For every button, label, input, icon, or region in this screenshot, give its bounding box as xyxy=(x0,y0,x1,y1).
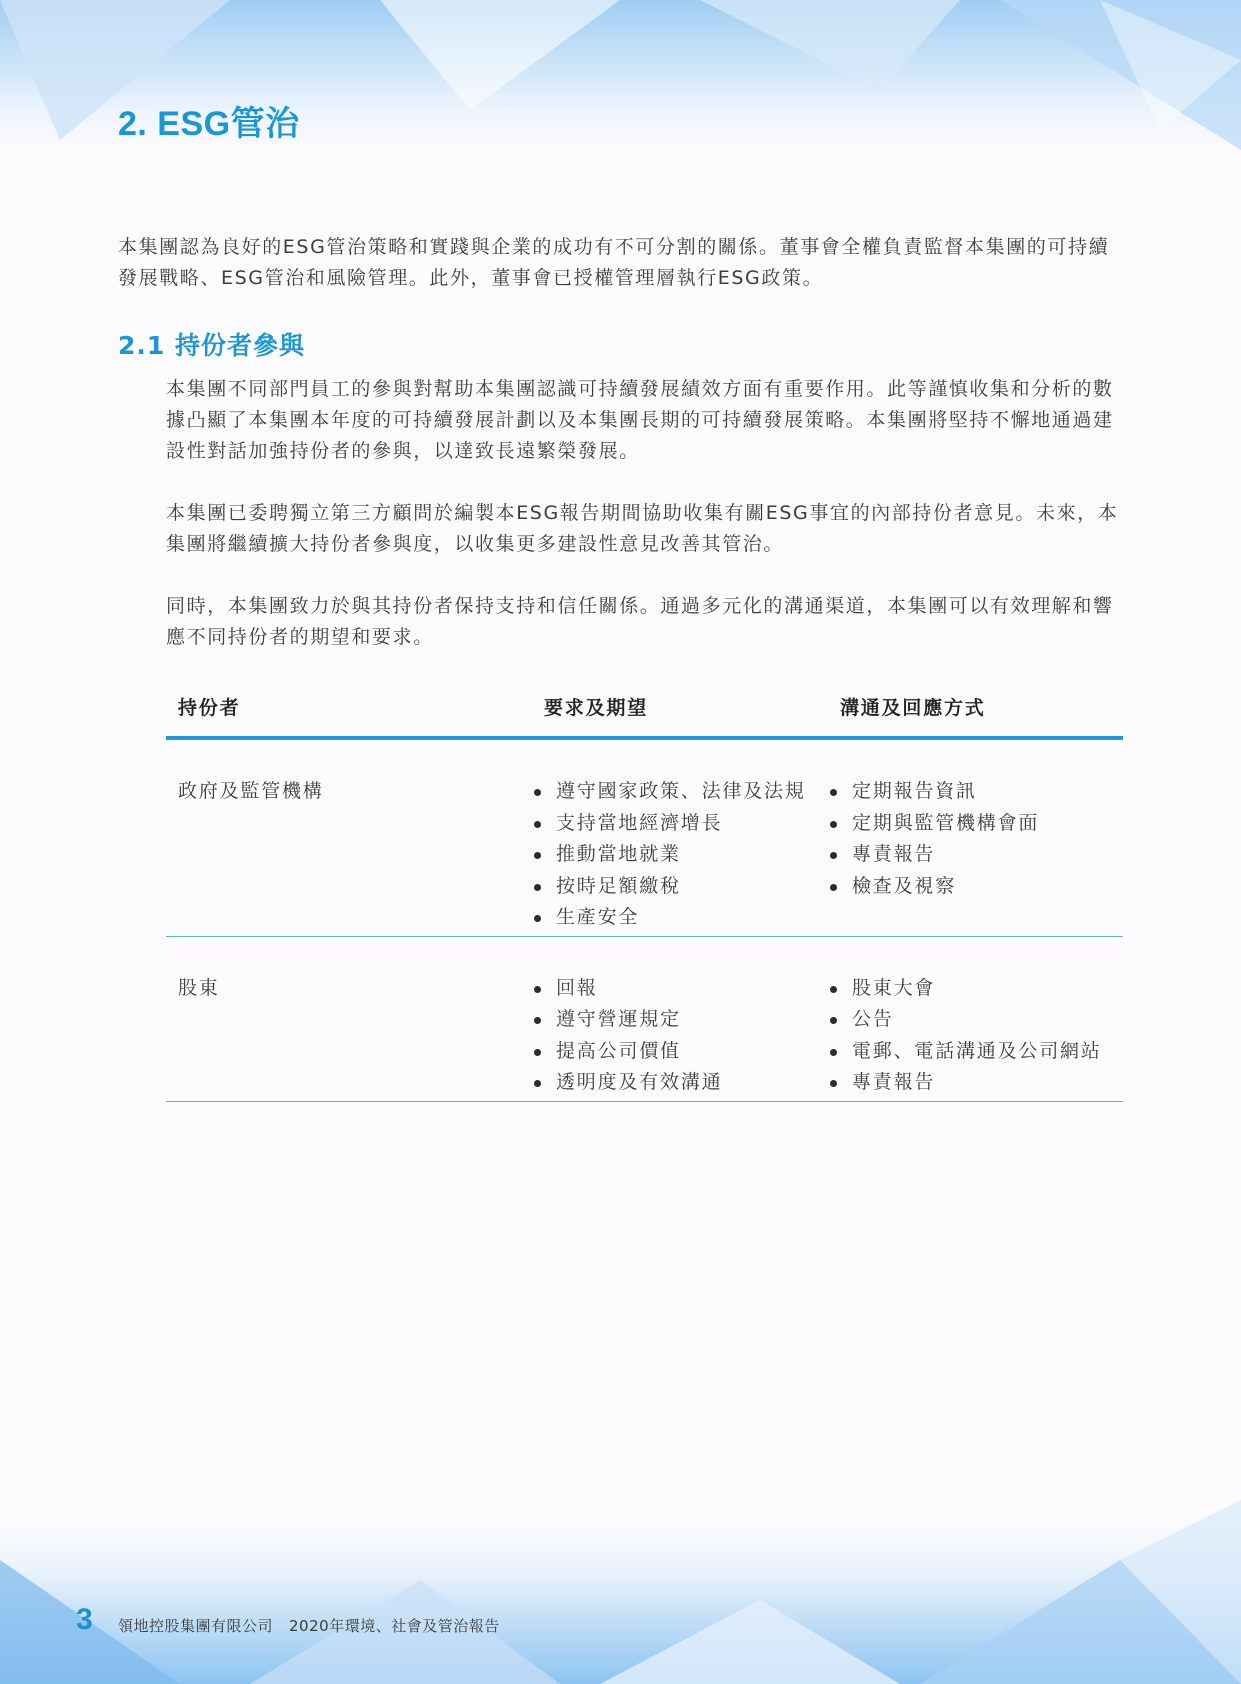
stakeholder-name: 股東 xyxy=(166,936,532,1101)
list-item: 股東大會 xyxy=(828,973,1123,1005)
stakeholder-table xyxy=(166,688,1123,1102)
list-item: 回報 xyxy=(532,973,828,1005)
paragraph: 本集團不同部門員工的參與對幫助本集團認識可持續發展績效方面有重要作用。此等謹慎收集和分析的數據凸顯了本集團本年度的可持續發展計劃以及本集團長期的可持續發展策略。本集團將堅持不懈地通過建設性對話加強持份者的參與，以達致長遠繁榮發展。 xyxy=(166,378,1114,462)
list-item: 提高公司價值 xyxy=(532,1036,828,1068)
stakeholder-name: 政府及監管機構 xyxy=(166,738,532,936)
expectations-list xyxy=(532,973,828,1099)
list-item: 定期報告資訊 xyxy=(828,776,1123,808)
table-row xyxy=(166,936,1123,1101)
list-item: 專責報告 xyxy=(828,1067,1123,1099)
intro-paragraph: 本集團認為良好的ESG管治策略和實踐與企業的成功有不可分割的關係。董事會全權負責監督本集團的可持續發展戰略、ESG管治和風險管理。此外，董事會已授權管理層執行ESG政策。 xyxy=(118,236,1110,289)
footer xyxy=(118,1615,500,1636)
list-item: 按時足額繳稅 xyxy=(532,871,828,903)
list-item: 透明度及有效溝通 xyxy=(532,1067,828,1099)
table-row xyxy=(166,738,1123,936)
channels-cell xyxy=(828,738,1123,936)
page-number: 3 xyxy=(76,1603,93,1636)
header-stakeholder: 持份者 xyxy=(166,688,532,738)
paragraph: 同時，本集團致力於與其持份者保持支持和信任關係。通過多元化的溝通渠道，本集團可以有效理解和響應不同持份者的期望和要求。 xyxy=(166,595,1114,648)
header-channels: 溝通及回應方式 xyxy=(828,688,1123,738)
expectations-cell xyxy=(532,936,828,1101)
list-item: 遵守國家政策、法律及法規 xyxy=(532,776,828,808)
table-header-row xyxy=(166,688,1123,738)
expectations-list xyxy=(532,776,828,934)
list-item: 專責報告 xyxy=(828,839,1123,871)
channels-list xyxy=(828,776,1123,902)
list-item: 支持當地經濟增長 xyxy=(532,808,828,840)
section-title: 2. ESG管治 xyxy=(118,105,300,143)
list-item: 電郵、電話溝通及公司網站 xyxy=(828,1036,1123,1068)
list-item: 定期與監管機構會面 xyxy=(828,808,1123,840)
list-item: 生產安全 xyxy=(532,902,828,934)
header-expectations: 要求及期望 xyxy=(532,688,828,738)
list-item: 檢查及視察 xyxy=(828,871,1123,903)
list-item: 遵守營運規定 xyxy=(532,1004,828,1036)
channels-cell xyxy=(828,936,1123,1101)
paragraph: 本集團已委聘獨立第三方顧問於編製本ESG報告期間協助收集有關ESG事宜的內部持份者意見。未來，本集團將繼續擴大持份者參與度，以收集更多建設性意見改善其管治。 xyxy=(166,502,1119,555)
footer-company: 領地控股集團有限公司 xyxy=(118,1617,274,1635)
expectations-cell xyxy=(532,738,828,936)
subsection-title: 2.1 持份者參與 xyxy=(118,331,305,360)
list-item: 公告 xyxy=(828,1004,1123,1036)
footer-report-title: 2020年環境、社會及管治報告 xyxy=(289,1617,500,1635)
channels-list xyxy=(828,973,1123,1099)
list-item: 推動當地就業 xyxy=(532,839,828,871)
